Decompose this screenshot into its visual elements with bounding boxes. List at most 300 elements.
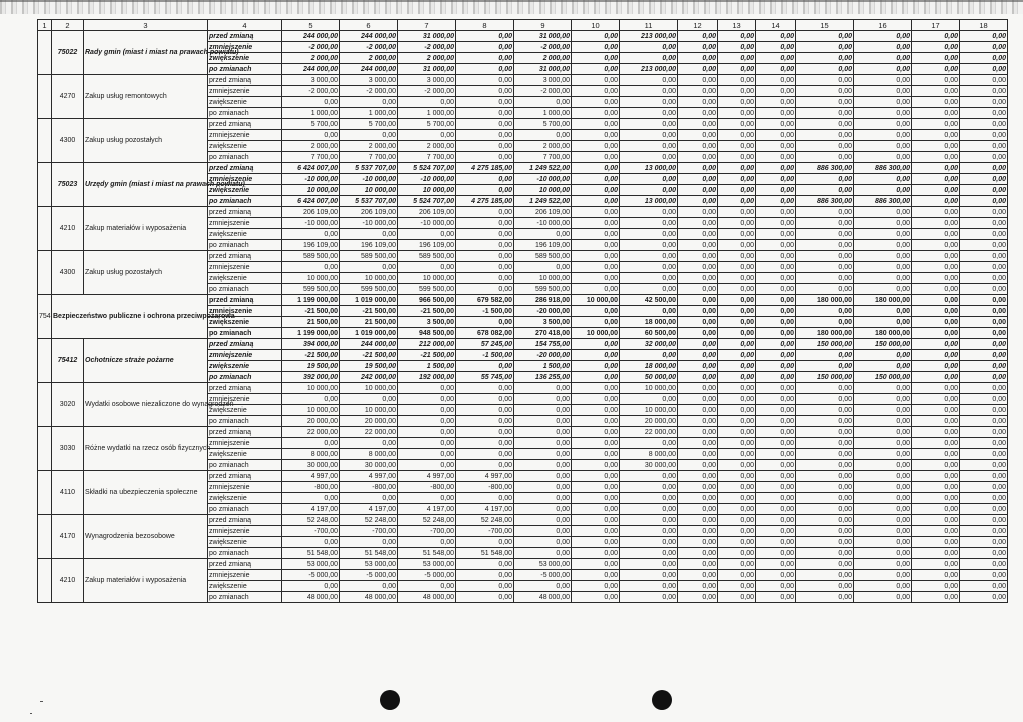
- amount-cell: 599 500,00: [340, 284, 398, 295]
- row-label: zmniejszenie: [208, 86, 282, 97]
- amount-cell: 0,00: [718, 339, 756, 350]
- section-code-empty: [38, 163, 52, 207]
- amount-cell: 0,00: [514, 482, 572, 493]
- amount-cell: 0,00: [756, 372, 796, 383]
- amount-cell: 0,00: [854, 350, 912, 361]
- table-row: [38, 119, 1008, 130]
- amount-cell: 0,00: [678, 196, 718, 207]
- amount-cell: 196 109,00: [340, 240, 398, 251]
- amount-cell: 0,00: [756, 273, 796, 284]
- amount-cell: 0,00: [398, 581, 456, 592]
- amount-cell: 0,00: [854, 207, 912, 218]
- amount-cell: 0,00: [572, 592, 620, 603]
- amount-cell: 394 000,00: [282, 339, 340, 350]
- amount-cell: 0,00: [718, 163, 756, 174]
- amount-cell: 0,00: [960, 416, 1008, 427]
- amount-cell: 52 248,00: [398, 515, 456, 526]
- amount-cell: 886 300,00: [854, 163, 912, 174]
- paragraph-code: 4300: [52, 251, 84, 295]
- amount-cell: 0,00: [572, 317, 620, 328]
- amount-cell: 0,00: [456, 438, 514, 449]
- amount-cell: 0,00: [456, 31, 514, 42]
- amount-cell: 0,00: [572, 262, 620, 273]
- amount-cell: -5 000,00: [282, 570, 340, 581]
- amount-cell: 0,00: [572, 306, 620, 317]
- amount-cell: 0,00: [456, 449, 514, 460]
- section-code-empty: [38, 383, 52, 427]
- amount-cell: 0,00: [912, 284, 960, 295]
- amount-cell: 0,00: [756, 31, 796, 42]
- amount-cell: 0,00: [678, 119, 718, 130]
- amount-cell: 0,00: [456, 394, 514, 405]
- amount-cell: -2 000,00: [514, 86, 572, 97]
- amount-cell: 0,00: [718, 317, 756, 328]
- amount-cell: 0,00: [796, 394, 854, 405]
- amount-cell: 0,00: [678, 273, 718, 284]
- amount-cell: 0,00: [796, 130, 854, 141]
- amount-cell: 0,00: [960, 383, 1008, 394]
- amount-cell: 0,00: [912, 53, 960, 64]
- amount-cell: 10 000,00: [282, 405, 340, 416]
- amount-cell: 0,00: [796, 317, 854, 328]
- row-label: przed zmianą: [208, 119, 282, 130]
- amount-cell: 22 000,00: [282, 427, 340, 438]
- amount-cell: 0,00: [572, 416, 620, 427]
- amount-cell: 0,00: [718, 449, 756, 460]
- amount-cell: 0,00: [678, 251, 718, 262]
- amount-cell: 0,00: [514, 581, 572, 592]
- paragraph-name: Wynagrodzenia bezosobowe: [84, 515, 208, 559]
- amount-cell: 0,00: [756, 240, 796, 251]
- amount-cell: 0,00: [456, 570, 514, 581]
- amount-cell: 0,00: [456, 581, 514, 592]
- row-label: przed zmianą: [208, 427, 282, 438]
- amount-cell: 0,00: [678, 207, 718, 218]
- amount-cell: -21 500,00: [282, 350, 340, 361]
- amount-cell: 0,00: [796, 570, 854, 581]
- amount-cell: 0,00: [854, 229, 912, 240]
- amount-cell: 0,00: [456, 284, 514, 295]
- amount-cell: 0,00: [456, 427, 514, 438]
- amount-cell: 0,00: [456, 592, 514, 603]
- amount-cell: -700,00: [340, 526, 398, 537]
- amount-cell: 0,00: [960, 207, 1008, 218]
- chapter-name: Urzędy gmin (miast i miast na prawach powiatu): [84, 163, 208, 207]
- amount-cell: -21 500,00: [340, 306, 398, 317]
- amount-cell: 0,00: [854, 251, 912, 262]
- paragraph-code: 4300: [52, 119, 84, 163]
- amount-cell: 0,00: [796, 273, 854, 284]
- amount-cell: 0,00: [678, 493, 718, 504]
- paragraph-name: Zakup materiałów i wyposażenia: [84, 207, 208, 251]
- amount-cell: 0,00: [756, 284, 796, 295]
- amount-cell: 0,00: [912, 350, 960, 361]
- section-code-empty: [38, 31, 52, 75]
- amount-cell: 0,00: [398, 427, 456, 438]
- amount-cell: 0,00: [960, 262, 1008, 273]
- amount-cell: 52 248,00: [456, 515, 514, 526]
- amount-cell: 0,00: [756, 416, 796, 427]
- amount-cell: 5 700,00: [282, 119, 340, 130]
- amount-cell: 0,00: [572, 130, 620, 141]
- amount-cell: 0,00: [912, 229, 960, 240]
- amount-cell: 0,00: [282, 537, 340, 548]
- chapter-code: 75023: [52, 163, 84, 207]
- amount-cell: 0,00: [756, 163, 796, 174]
- paragraph-name: Zakup materiałów i wyposażenia: [84, 559, 208, 603]
- amount-cell: -700,00: [398, 526, 456, 537]
- row-label: zwiększenie: [208, 273, 282, 284]
- amount-cell: 13 000,00: [620, 196, 678, 207]
- amount-cell: 0,00: [912, 537, 960, 548]
- amount-cell: 0,00: [756, 438, 796, 449]
- amount-cell: 0,00: [756, 361, 796, 372]
- amount-cell: 0,00: [678, 141, 718, 152]
- paragraph-name: Wydatki osobowe niezaliczone do wynagrodzeń: [84, 383, 208, 427]
- amount-cell: 0,00: [456, 460, 514, 471]
- amount-cell: 0,00: [456, 97, 514, 108]
- amount-cell: 0,00: [960, 405, 1008, 416]
- amount-cell: 0,00: [620, 75, 678, 86]
- amount-cell: 0,00: [620, 548, 678, 559]
- amount-cell: 0,00: [756, 339, 796, 350]
- amount-cell: 0,00: [912, 405, 960, 416]
- amount-cell: 0,00: [960, 185, 1008, 196]
- amount-cell: 0,00: [912, 64, 960, 75]
- amount-cell: 0,00: [912, 460, 960, 471]
- amount-cell: 0,00: [756, 427, 796, 438]
- amount-cell: 20 000,00: [340, 416, 398, 427]
- amount-cell: 286 918,00: [514, 295, 572, 306]
- amount-cell: 0,00: [678, 416, 718, 427]
- amount-cell: 0,00: [912, 97, 960, 108]
- amount-cell: 0,00: [960, 339, 1008, 350]
- amount-cell: 0,00: [718, 515, 756, 526]
- amount-cell: 0,00: [572, 460, 620, 471]
- amount-cell: 10 000,00: [572, 295, 620, 306]
- amount-cell: 4 275 185,00: [456, 163, 514, 174]
- amount-cell: 0,00: [756, 581, 796, 592]
- amount-cell: 21 500,00: [282, 317, 340, 328]
- amount-cell: 0,00: [854, 548, 912, 559]
- chapter-name: Ochotnicze straże pożarne: [84, 339, 208, 383]
- section-code-empty: [38, 427, 52, 471]
- amount-cell: 1 000,00: [282, 108, 340, 119]
- amount-cell: 0,00: [718, 471, 756, 482]
- amount-cell: 0,00: [912, 570, 960, 581]
- amount-cell: 0,00: [572, 526, 620, 537]
- amount-cell: 31 000,00: [398, 31, 456, 42]
- amount-cell: 0,00: [796, 361, 854, 372]
- amount-cell: 0,00: [572, 31, 620, 42]
- amount-cell: 51 548,00: [456, 548, 514, 559]
- amount-cell: 0,00: [960, 97, 1008, 108]
- amount-cell: 244 000,00: [340, 64, 398, 75]
- amount-cell: 0,00: [854, 416, 912, 427]
- amount-cell: 0,00: [456, 383, 514, 394]
- row-label: zmniejszenie: [208, 130, 282, 141]
- amount-cell: 0,00: [912, 471, 960, 482]
- amount-cell: 0,00: [718, 207, 756, 218]
- amount-cell: 0,00: [620, 53, 678, 64]
- amount-cell: 0,00: [620, 559, 678, 570]
- amount-cell: 3 000,00: [514, 75, 572, 86]
- amount-cell: 0,00: [960, 581, 1008, 592]
- amount-cell: 0,00: [960, 64, 1008, 75]
- amount-cell: 0,00: [796, 548, 854, 559]
- row-label: przed zmianą: [208, 295, 282, 306]
- amount-cell: 0,00: [960, 174, 1008, 185]
- amount-cell: 0,00: [340, 537, 398, 548]
- amount-cell: 1 000,00: [514, 108, 572, 119]
- amount-cell: 0,00: [678, 306, 718, 317]
- amount-cell: 0,00: [960, 515, 1008, 526]
- row-label: po zmianach: [208, 416, 282, 427]
- amount-cell: 2 000,00: [514, 141, 572, 152]
- amount-cell: 0,00: [456, 262, 514, 273]
- amount-cell: 0,00: [718, 361, 756, 372]
- amount-cell: 0,00: [854, 537, 912, 548]
- amount-cell: 0,00: [620, 229, 678, 240]
- amount-cell: 0,00: [912, 108, 960, 119]
- amount-cell: 0,00: [854, 42, 912, 53]
- section-code-empty: [38, 207, 52, 251]
- amount-cell: 0,00: [620, 174, 678, 185]
- table-row: [38, 339, 1008, 350]
- amount-cell: 0,00: [854, 240, 912, 251]
- amount-cell: 0,00: [572, 537, 620, 548]
- amount-cell: 0,00: [456, 42, 514, 53]
- amount-cell: 30 000,00: [282, 460, 340, 471]
- amount-cell: 21 500,00: [340, 317, 398, 328]
- amount-cell: 0,00: [796, 141, 854, 152]
- row-label: przed zmianą: [208, 515, 282, 526]
- amount-cell: 0,00: [718, 108, 756, 119]
- amount-cell: 0,00: [620, 394, 678, 405]
- amount-cell: 0,00: [912, 438, 960, 449]
- row-label: zwiększenie: [208, 581, 282, 592]
- amount-cell: 4 197,00: [456, 504, 514, 515]
- amount-cell: 0,00: [678, 383, 718, 394]
- amount-cell: 0,00: [718, 482, 756, 493]
- amount-cell: 0,00: [718, 240, 756, 251]
- amount-cell: 0,00: [960, 240, 1008, 251]
- amount-cell: 8 000,00: [340, 449, 398, 460]
- paragraph-code: 4270: [52, 75, 84, 119]
- amount-cell: 0,00: [572, 152, 620, 163]
- amount-cell: 0,00: [912, 548, 960, 559]
- amount-cell: 0,00: [912, 141, 960, 152]
- amount-cell: 0,00: [796, 53, 854, 64]
- amount-cell: 0,00: [912, 427, 960, 438]
- amount-cell: 0,00: [796, 504, 854, 515]
- amount-cell: 0,00: [912, 372, 960, 383]
- amount-cell: 0,00: [912, 449, 960, 460]
- amount-cell: 57 245,00: [456, 339, 514, 350]
- amount-cell: 0,00: [678, 394, 718, 405]
- amount-cell: 0,00: [456, 559, 514, 570]
- amount-cell: 0,00: [678, 31, 718, 42]
- amount-cell: 948 500,00: [398, 328, 456, 339]
- amount-cell: -10 000,00: [340, 218, 398, 229]
- amount-cell: 0,00: [912, 119, 960, 130]
- amount-cell: 0,00: [718, 284, 756, 295]
- amount-cell: 244 000,00: [282, 31, 340, 42]
- amount-cell: 0,00: [572, 273, 620, 284]
- amount-cell: 0,00: [796, 306, 854, 317]
- amount-cell: -21 500,00: [398, 306, 456, 317]
- row-label: zmniejszenie: [208, 438, 282, 449]
- amount-cell: 10 000,00: [282, 185, 340, 196]
- amount-cell: 0,00: [912, 174, 960, 185]
- amount-cell: 1 500,00: [514, 361, 572, 372]
- column-number-1: 1: [38, 20, 52, 31]
- amount-cell: 0,00: [912, 493, 960, 504]
- paragraph-code: 3020: [52, 383, 84, 427]
- amount-cell: 2 000,00: [340, 141, 398, 152]
- amount-cell: 0,00: [854, 262, 912, 273]
- amount-cell: -700,00: [456, 526, 514, 537]
- amount-cell: 0,00: [796, 251, 854, 262]
- amount-cell: 0,00: [398, 97, 456, 108]
- amount-cell: 0,00: [756, 482, 796, 493]
- amount-cell: 0,00: [514, 537, 572, 548]
- row-label: zwiększenie: [208, 493, 282, 504]
- amount-cell: 0,00: [756, 119, 796, 130]
- amount-cell: 0,00: [756, 537, 796, 548]
- amount-cell: 0,00: [912, 163, 960, 174]
- amount-cell: 0,00: [796, 262, 854, 273]
- amount-cell: 0,00: [620, 306, 678, 317]
- amount-cell: 589 500,00: [514, 251, 572, 262]
- row-label: zwiększenie: [208, 185, 282, 196]
- amount-cell: 206 109,00: [282, 207, 340, 218]
- amount-cell: 0,00: [960, 592, 1008, 603]
- amount-cell: 0,00: [854, 53, 912, 64]
- amount-cell: 0,00: [572, 207, 620, 218]
- amount-cell: 0,00: [960, 394, 1008, 405]
- amount-cell: -800,00: [456, 482, 514, 493]
- amount-cell: 0,00: [398, 262, 456, 273]
- amount-cell: 5 700,00: [340, 119, 398, 130]
- amount-cell: 22 000,00: [620, 427, 678, 438]
- amount-cell: 0,00: [718, 559, 756, 570]
- amount-cell: 0,00: [572, 141, 620, 152]
- amount-cell: 0,00: [912, 273, 960, 284]
- amount-cell: 0,00: [572, 174, 620, 185]
- amount-cell: 0,00: [912, 86, 960, 97]
- amount-cell: 0,00: [756, 460, 796, 471]
- amount-cell: 0,00: [912, 31, 960, 42]
- amount-cell: 966 500,00: [398, 295, 456, 306]
- row-label: po zmianach: [208, 284, 282, 295]
- amount-cell: 0,00: [854, 86, 912, 97]
- amount-cell: 0,00: [620, 152, 678, 163]
- amount-cell: 0,00: [678, 339, 718, 350]
- amount-cell: 678 082,00: [456, 328, 514, 339]
- amount-cell: 0,00: [796, 471, 854, 482]
- amount-cell: 0,00: [340, 130, 398, 141]
- amount-cell: 0,00: [620, 592, 678, 603]
- amount-cell: 0,00: [854, 493, 912, 504]
- amount-cell: 0,00: [854, 559, 912, 570]
- amount-cell: 0,00: [912, 306, 960, 317]
- column-number-17: 17: [912, 20, 960, 31]
- amount-cell: 0,00: [718, 218, 756, 229]
- amount-cell: 0,00: [854, 141, 912, 152]
- amount-cell: 10 000,00: [620, 383, 678, 394]
- amount-cell: 0,00: [456, 185, 514, 196]
- amount-cell: 2 000,00: [340, 53, 398, 64]
- amount-cell: 0,00: [854, 130, 912, 141]
- amount-cell: 0,00: [718, 196, 756, 207]
- amount-cell: 0,00: [678, 163, 718, 174]
- amount-cell: 0,00: [572, 119, 620, 130]
- amount-cell: -2 000,00: [282, 86, 340, 97]
- row-label: po zmianach: [208, 460, 282, 471]
- amount-cell: 0,00: [514, 460, 572, 471]
- amount-cell: 0,00: [718, 86, 756, 97]
- amount-cell: 0,00: [340, 581, 398, 592]
- row-label: zmniejszenie: [208, 526, 282, 537]
- amount-cell: 0,00: [960, 53, 1008, 64]
- amount-cell: 392 000,00: [282, 372, 340, 383]
- amount-cell: 0,00: [572, 482, 620, 493]
- amount-cell: -21 500,00: [340, 350, 398, 361]
- amount-cell: 0,00: [960, 504, 1008, 515]
- amount-cell: 0,00: [398, 394, 456, 405]
- amount-cell: 0,00: [340, 394, 398, 405]
- amount-cell: 0,00: [678, 537, 718, 548]
- amount-cell: 0,00: [620, 526, 678, 537]
- amount-cell: 5 700,00: [398, 119, 456, 130]
- amount-cell: 0,00: [620, 284, 678, 295]
- amount-cell: 0,00: [718, 460, 756, 471]
- amount-cell: -10 000,00: [514, 218, 572, 229]
- budget-table: [37, 19, 1008, 603]
- paragraph-code: 4110: [52, 471, 84, 515]
- amount-cell: 599 500,00: [398, 284, 456, 295]
- amount-cell: 0,00: [572, 515, 620, 526]
- amount-cell: 31 000,00: [398, 64, 456, 75]
- amount-cell: 0,00: [912, 295, 960, 306]
- amount-cell: 0,00: [912, 240, 960, 251]
- amount-cell: 0,00: [718, 526, 756, 537]
- amount-cell: 0,00: [678, 240, 718, 251]
- amount-cell: 22 000,00: [340, 427, 398, 438]
- amount-cell: 213 000,00: [620, 31, 678, 42]
- amount-cell: 0,00: [620, 86, 678, 97]
- amount-cell: 0,00: [718, 548, 756, 559]
- amount-cell: 0,00: [796, 174, 854, 185]
- amount-cell: 0,00: [912, 196, 960, 207]
- amount-cell: 4 997,00: [456, 471, 514, 482]
- amount-cell: 0,00: [718, 53, 756, 64]
- amount-cell: 0,00: [678, 262, 718, 273]
- amount-cell: 60 500,00: [620, 328, 678, 339]
- amount-cell: 1 019 000,00: [340, 328, 398, 339]
- amount-cell: 0,00: [912, 383, 960, 394]
- amount-cell: -1 500,00: [456, 306, 514, 317]
- amount-cell: -10 000,00: [398, 218, 456, 229]
- amount-cell: 0,00: [514, 427, 572, 438]
- amount-cell: 0,00: [796, 592, 854, 603]
- amount-cell: 0,00: [572, 581, 620, 592]
- amount-cell: 0,00: [960, 152, 1008, 163]
- amount-cell: 0,00: [796, 383, 854, 394]
- section-code-empty: [38, 251, 52, 295]
- amount-cell: 10 000,00: [340, 383, 398, 394]
